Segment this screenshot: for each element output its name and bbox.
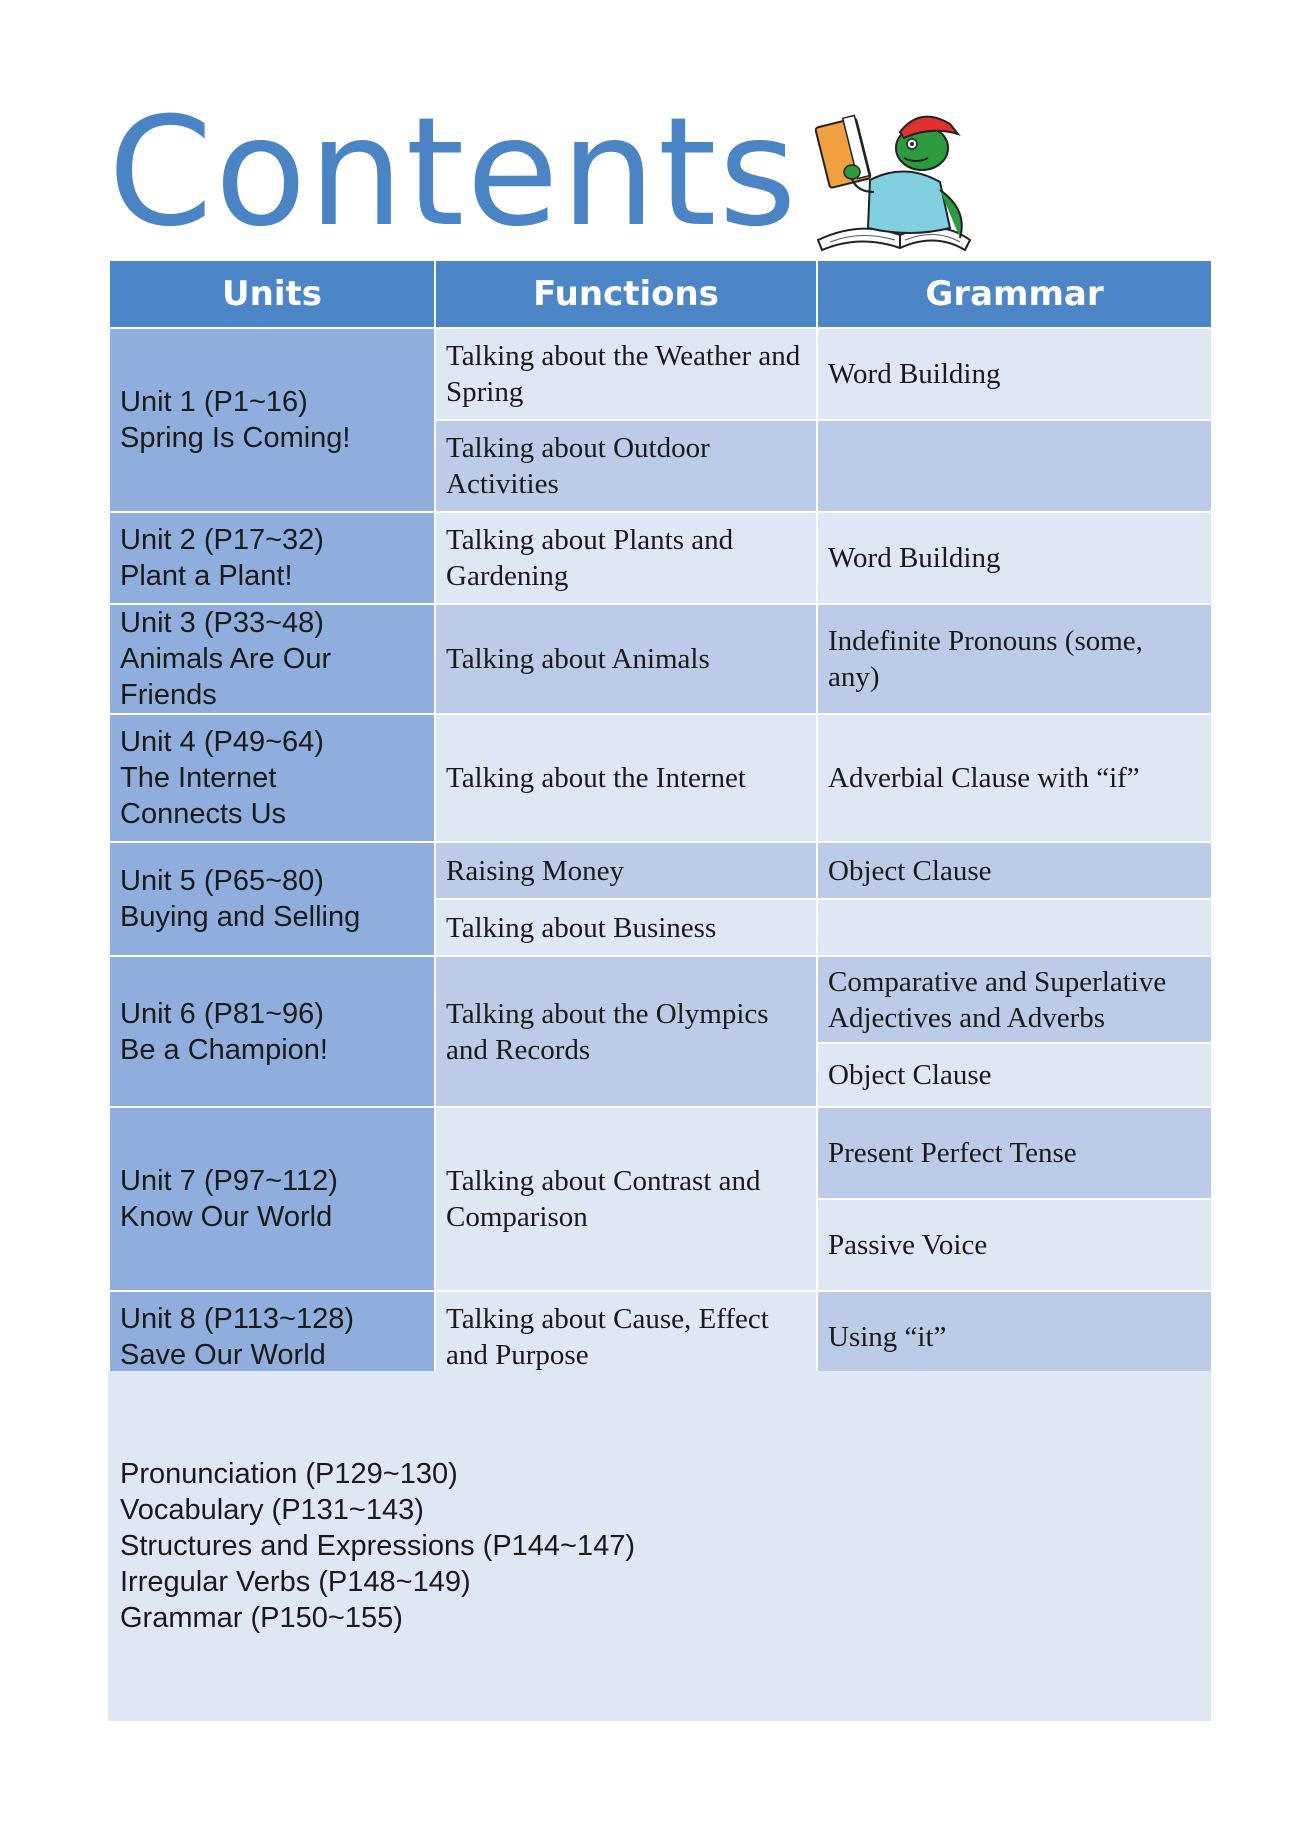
grammar-cell: Indefinite Pronouns (some, any)	[817, 604, 1212, 714]
unit-name-line: The Internet	[120, 762, 277, 794]
unit-code: Unit 4 (P49~64)	[120, 726, 324, 758]
contents-table	[108, 259, 1213, 1384]
unit-cell	[109, 956, 435, 1107]
unit-cell	[109, 842, 435, 956]
grammar-cell: Object Clause	[817, 1043, 1212, 1107]
table-row	[109, 604, 1212, 714]
grammar-cell: Word Building	[817, 328, 1212, 420]
unit-cell	[109, 512, 435, 604]
grammar-cell	[817, 899, 1212, 956]
appendix-list	[120, 1456, 635, 1636]
function-cell: Talking about Business	[435, 899, 817, 956]
appendix-item: Irregular Verbs (P148~149)	[120, 1566, 471, 1598]
table-header-row	[109, 260, 1212, 328]
unit-name: Save Our World	[120, 1339, 326, 1371]
grammar-cell: Passive Voice	[817, 1199, 1212, 1291]
unit-cell	[109, 714, 435, 842]
unit-code: Unit 6 (P81~96)	[120, 997, 324, 1030]
grammar-cell: Present Perfect Tense	[817, 1107, 1212, 1199]
appendix-panel	[108, 1371, 1211, 1721]
function-cell: Talking about Contrast and Comparison	[435, 1107, 817, 1291]
unit-name: Spring Is Coming!	[120, 422, 351, 454]
appendix-item: Grammar (P150~155)	[120, 1602, 403, 1634]
grammar-cell: Word Building	[817, 512, 1212, 604]
function-cell: Talking about the Internet	[435, 714, 817, 842]
unit-cell	[109, 604, 435, 714]
unit-name: Know Our World	[120, 1201, 333, 1233]
reading-turtle-icon	[800, 100, 980, 260]
function-cell: Talking about Animals	[435, 604, 817, 714]
function-cell: Talking about Cause, Effect and Purpose	[435, 1291, 817, 1383]
grammar-cell	[817, 420, 1212, 512]
unit-code: Unit 5 (P65~80)	[120, 865, 324, 897]
header-units: Units	[109, 260, 435, 328]
table-row	[109, 1291, 1212, 1383]
header-functions: Functions	[435, 260, 817, 328]
appendix-item: Structures and Expressions (P144~147)	[120, 1530, 636, 1562]
grammar-cell: Using “it”	[817, 1291, 1212, 1383]
function-cell: Talking about the Olympics and Records	[435, 956, 817, 1107]
unit-code: Unit 2 (P17~32)	[120, 524, 324, 556]
function-cell: Raising Money	[435, 842, 817, 899]
table-row	[109, 714, 1212, 842]
header-grammar: Grammar	[817, 260, 1212, 328]
grammar-cell: Comparative and Superlative Adjectives and Adverbs	[817, 956, 1212, 1043]
table-row	[109, 956, 1212, 1043]
table-row	[109, 328, 1212, 420]
function-cell: Talking about the Weather and Spring	[435, 328, 817, 420]
unit-name: Animals Are Our Friends	[120, 643, 332, 711]
unit-code: Unit 3 (P33~48)	[120, 607, 324, 639]
page-title: Contents	[108, 86, 799, 260]
grammar-cell: Object Clause	[817, 842, 1212, 899]
unit-cell	[109, 328, 435, 512]
appendix-item: Pronunciation (P129~130)	[120, 1458, 458, 1490]
table-row	[109, 512, 1212, 604]
function-cell: Talking about Outdoor Activities	[435, 420, 817, 512]
unit-cell	[109, 1107, 435, 1291]
unit-code: Unit 1 (P1~16)	[120, 386, 308, 418]
function-cell: Talking about Plants and Gardening	[435, 512, 817, 604]
unit-name: Plant a Plant!	[120, 560, 293, 592]
grammar-cell: Adverbial Clause with “if”	[817, 714, 1212, 842]
table-row	[109, 1107, 1212, 1199]
unit-cell	[109, 1291, 435, 1383]
unit-code: Unit 8 (P113~128)	[120, 1303, 355, 1335]
unit-name-line: Connects Us	[120, 798, 287, 830]
unit-name: Be a Champion!	[120, 1033, 328, 1066]
unit-code: Unit 7 (P97~112)	[120, 1165, 338, 1197]
appendix-item: Vocabulary (P131~143)	[120, 1494, 424, 1526]
unit-name: Buying and Selling	[120, 901, 361, 933]
table-row	[109, 842, 1212, 899]
